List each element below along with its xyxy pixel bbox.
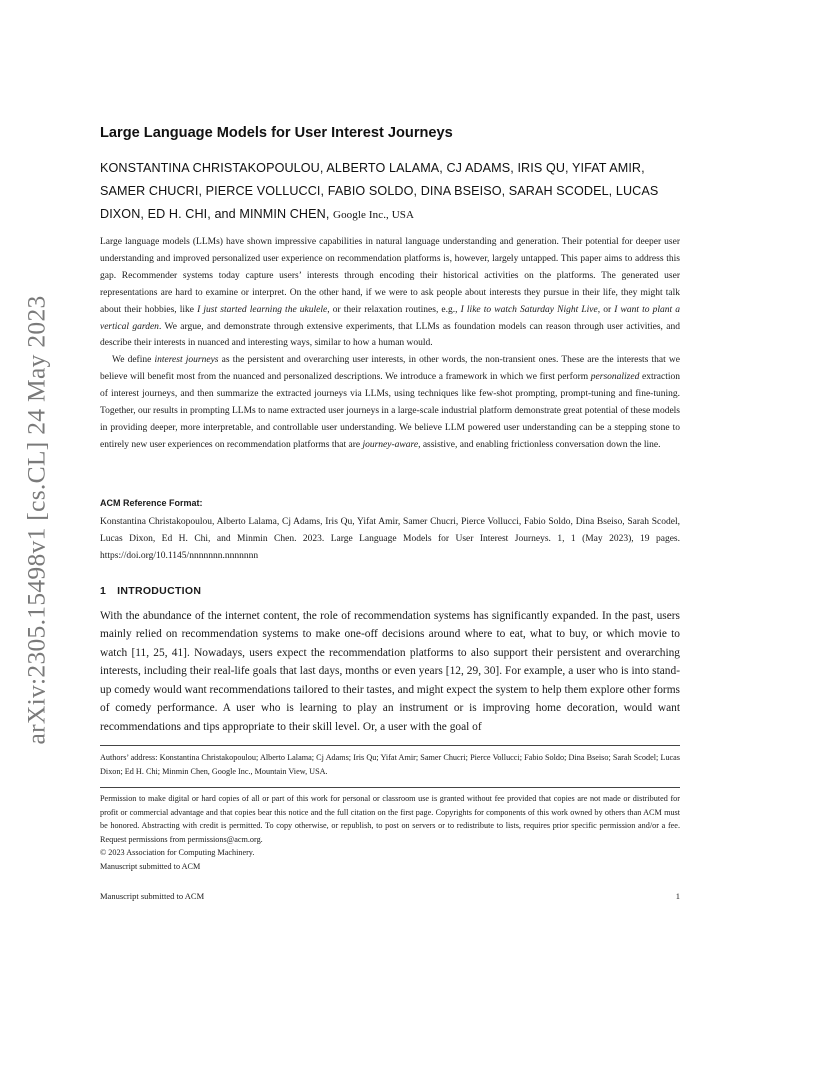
permission-notice: Permission to make digital or hard copies of all or part of this work for personal or classroom use is granted without fee provided that copies are not made or distributed for profit or commercial advantage and that copies bear this notice and the full citation on the first page. Copyrights for components of this work owned by others than ACM must be honored. Abstracting with credit is permitted. To copy otherwise, or republish, to post on servers or to redistribute to lists, requires prior specific permission and/or a fee. Request permissions from permissions@acm.org.: [100, 794, 680, 844]
abstract: [100, 234, 680, 454]
abstract-emphasis: I want to plant a vertical garden: [100, 304, 680, 332]
abstract-emphasis: journey-aware: [362, 439, 419, 450]
abstract-emphasis: personalized: [590, 372, 640, 383]
arxiv-identifier: arXiv:2305.15498v1 [cs.CL] 24 May 2023: [22, 295, 52, 745]
copyright-notice: © 2023 Association for Computing Machinery.: [100, 848, 255, 857]
author-list: [100, 157, 680, 227]
authors-address: Authors’ address: Konstantina Christakopoulou; Alberto Lalama; Cj Adams; Iris Qu; Yifat Amir; Samer Chucri; Pierce Vollucci; Fabio Soldo; Dina Bseiso; Sarah Scodel; Lucas Dixon; Ed H. Chi; Minmin Chen, Google Inc., Mountain View, USA.: [100, 753, 680, 776]
acm-reference-heading: ACM Reference Format:: [100, 498, 203, 508]
abstract-text: , or: [597, 304, 615, 315]
abstract-paragraph-1: [100, 234, 680, 352]
submission-note: Manuscript submitted to ACM: [100, 861, 201, 871]
abstract-text: . We argue, and demonstrate through extensive experiments, that LLMs as foundation models can reason through user activities, and describe their interests in nuanced and interesting ways, similar to how a human would.: [100, 321, 680, 349]
permission-divider: [100, 787, 680, 788]
abstract-text: Large language models (LLMs) have shown impressive capabilities in natural language understanding and generation. Their potential for deeper user understanding and improved personalized user experience on recommendation platforms is, however, largely untapped. This paper aims to address this gap. Recommender systems today capture users’ interests through encoding their historical activities on the platforms. The generated user representations are hard to examine or interpret. On the other hand, if we were to ask people about interests they pursue in their life, they might talk about their hobbies, like: [100, 237, 680, 315]
abstract-emphasis: interest journeys: [154, 355, 219, 366]
acm-reference-text: Konstantina Christakopoulou, Alberto Lalama, Cj Adams, Iris Qu, Yifat Amir, Samer Chucri, Pierce Vollucci, Fabio Soldo, Dina Bseiso, Sarah Scodel, Lucas Dixon, Ed H. Chi, and Minmin Chen. 2023. Large Language Models for User Interest Journeys. 1, 1 (May 2023), 19 pages. https://doi.org/10.1145/nnnnnnn.nnnnnnn: [100, 517, 680, 561]
author-affiliation: Google Inc., USA: [333, 209, 415, 221]
author-names: KONSTANTINA CHRISTAKOPOULOU, ALBERTO LALAMA, CJ ADAMS, IRIS QU, YIFAT AMIR, SAMER CHUCRI, PIERCE VOLLUCCI, FABIO SOLDO, DINA BSEISO, SARAH SCODEL, LUCAS DIXON, ED H. CHI, and MINMIN CHEN,: [100, 161, 659, 221]
abstract-emphasis: I like to watch Saturday Night Live: [460, 304, 598, 315]
page-number: 1: [675, 891, 680, 901]
section-number: 1: [100, 585, 107, 597]
arxiv-side-stamp: [12, 270, 62, 770]
section-title: INTRODUCTION: [117, 585, 202, 597]
abstract-emphasis: I just started learning the ukulele: [197, 304, 328, 315]
section-heading: [100, 585, 680, 597]
abstract-text: , assistive, and enabling frictionless conversation down the line.: [418, 439, 661, 450]
abstract-text: , or their relaxation routines, e.g.,: [327, 304, 461, 315]
abstract-text: extraction of interest journeys, and then summarize the extracted journeys via LLMs, using techniques like few-shot prompting, prompt-tuning and fine-tuning. Together, our results in prompting LLMs to name extracted user journeys in a large-scale industrial platform demonstrate great potential of these models in providing deeper, more interpretable, and controllable user understanding. We believe LLM powered user understanding can be a stepping stone to entirely new user experiences on recommendation platforms that are: [100, 372, 680, 450]
page-footer: [100, 891, 680, 901]
abstract-text: We define: [112, 355, 155, 366]
paper-title: Large Language Models for User Interest Journeys: [100, 125, 453, 141]
permission-block: [100, 792, 680, 873]
footnote-divider: [100, 745, 680, 746]
footer-left-text: Manuscript submitted to ACM: [100, 891, 205, 901]
abstract-paragraph-2: [100, 352, 680, 453]
introduction-text: With the abundance of the internet content, the role of recommendation systems has significantly expanded. In the past, users mainly relied on recommendation systems to make one-off decisions around where to eat, what to buy, or which movie to watch [11, 25, 41]. Nowadays, users expect the recommendation platforms to also support their persistent and overarching interests, including their real-life goals that last days, months or even years [12, 29, 30]. For example, a user who is into stand-up comedy would want recommendations tailored to their tastes, and might expect the system to help them explore other forms of comedy performance. A user who is learning to play an instrument or is improving home decoration, would want recommendations and tips appropriate to their skill level. Or, a user with the goal of: [100, 610, 680, 733]
abstract-text: as the persistent and overarching user interests, in other words, the non-transient ones. These are the interests that we believe will benefit most from the nuanced and personalized descriptions. We introduce a framework in which we first perform: [100, 355, 680, 383]
